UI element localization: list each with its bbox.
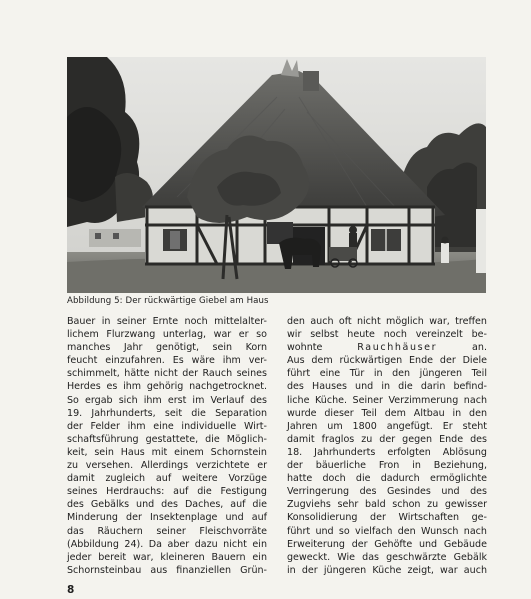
text-fragment: an.: [472, 342, 487, 354]
text-line: Aus dem rückwärtigen Ende der Diele: [287, 355, 487, 367]
text-line: Jahren um 1800 angefügt. Er steht: [287, 420, 487, 432]
text-line: hatte doch die dadurch ermöglichte: [287, 473, 487, 485]
text-line: damit fraglos zu der gegen Ende des: [287, 433, 487, 445]
text-line: schaftsführung gestattete, die Möglich-: [67, 433, 267, 445]
text-line: So ergab sich ihm erst im Verlauf des: [67, 394, 267, 406]
text-line: der Felder ihm eine individuelle Wirt-: [67, 420, 267, 432]
text-line: schimmelt, hätte nicht der Rauch seines: [67, 368, 267, 380]
text-line: wurde dieser Teil dem Altbau in den: [287, 407, 487, 419]
text-line: seines Herdrauchs: auf die Festigung: [67, 486, 267, 498]
text-line: das Räuchern seiner Fleischvorräte: [67, 525, 267, 537]
page-number: 8: [67, 584, 75, 596]
text-line: der bäuerliche Fron in Beziehung,: [287, 460, 487, 472]
text-line: 19. Jahrhunderts, seit die Separation: [67, 407, 267, 419]
text-line: führt eine Tür in den jüngeren Teil: [287, 368, 487, 380]
text-line: manches Jahr genötigt, sein Korn: [67, 342, 267, 354]
text-line: liche Küche. Seiner Verzimmerung nach: [287, 394, 487, 406]
text-line: Schornsteinbau aus finanziellen Grün-: [67, 564, 267, 576]
text-line: führt und so vielfach den Wunsch nach: [287, 525, 487, 537]
text-line: des Hauses und in die darin befind-: [287, 381, 487, 393]
text-line: Bauer in seiner Ernte noch mittelalter-: [67, 316, 267, 327]
text-line: feucht einzufahren. Es wäre ihm ver-: [67, 355, 267, 367]
text-column-right: [287, 315, 487, 577]
text-line: zu versehen. Allerdings verzichtete er: [67, 460, 267, 472]
text-line: Erweiterung der Gehöfte und Gebäude: [287, 538, 487, 550]
text-line: Zugviehs sehr bald schon zu gewisser: [287, 499, 487, 511]
text-line: wir selbst heute noch vereinzelt be-: [287, 329, 487, 341]
text-line: (Abbildung 24). Da aber dazu nicht ein: [67, 538, 267, 550]
text-line: den auch oft nicht möglich war, treffen: [287, 316, 487, 327]
text-line: lichem Flurzwang unterlag, war er so: [67, 329, 267, 341]
text-line: geweckt. Wie das geschwärzte Gebälk: [287, 551, 487, 563]
text-line: Minderung der Insektenplage und auf: [67, 512, 267, 524]
text-column-left: [67, 315, 267, 577]
figure-caption: Abbildung 5: Der rückwärtige Giebel am Haus: [67, 296, 269, 306]
text-fragment: wohnte: [287, 342, 323, 354]
text-line: des Gebälks und des Daches, auf die: [67, 499, 267, 511]
text-line: Verringerung des Gesindes und des: [287, 486, 487, 498]
text-line: jeder bereit war, kleineren Bauern ein: [67, 551, 267, 563]
text-line: 18. Jahrhunderts erfolgten Ablösung: [287, 446, 487, 458]
text-line-rauchhaeuser: [287, 341, 487, 354]
text-line: damit zugleich auf weitere Vorzüge: [67, 473, 267, 485]
text-line: Herdes es ihm gehörig nachgetrocknet.: [67, 381, 267, 393]
farmhouse-photo: [67, 57, 486, 293]
text-line: Konsolidierung der Wirtschaften ge-: [287, 512, 487, 524]
text-line: keit, sein Haus mit einem Schornstein: [67, 446, 267, 458]
spaced-term: Rauchhäuser: [357, 342, 438, 354]
text-line: in der jüngeren Küche zeigt, war auch: [287, 564, 487, 576]
